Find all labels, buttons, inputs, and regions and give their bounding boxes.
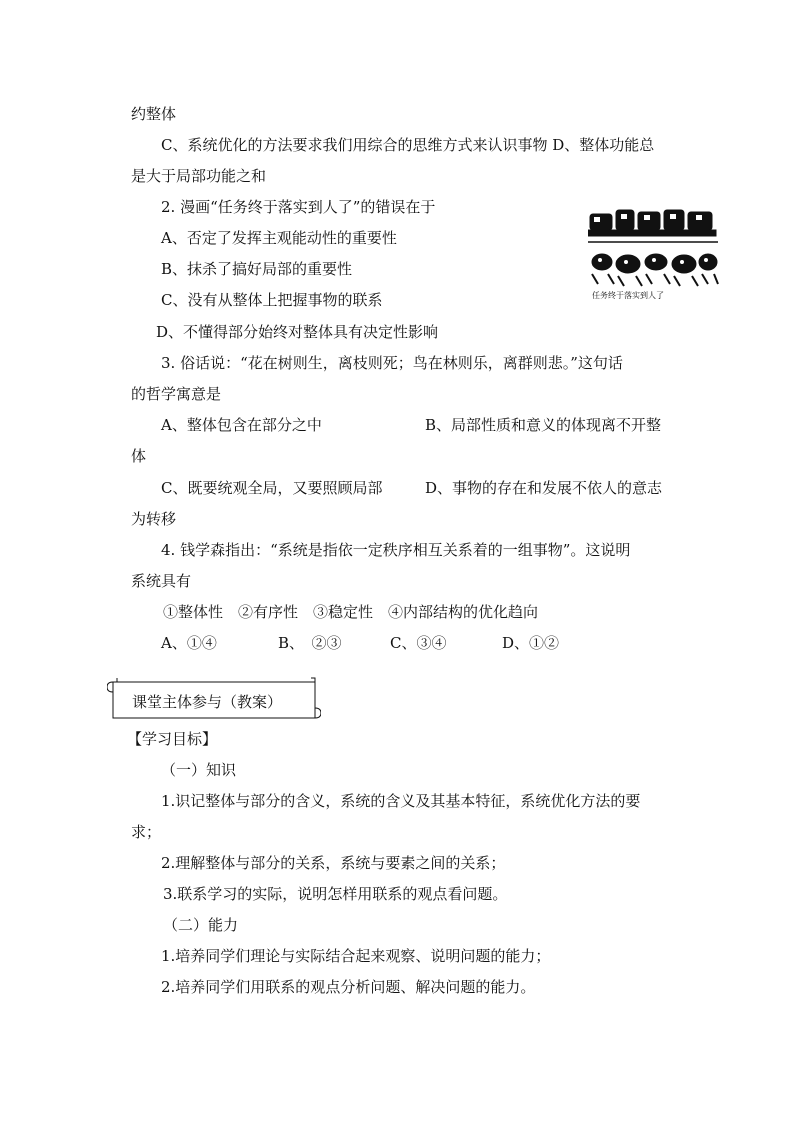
text-line: 1.识记整体与部分的含义，系统的含义及其基本特征，系统优化方法的要 (161, 792, 641, 810)
text-line: 系统具有 (131, 572, 192, 590)
text-line: 求； (131, 823, 162, 841)
section-banner-title: 课堂主体参与（教案） (132, 693, 283, 711)
text-line: C、系统优化的方法要求我们用综合的思维方式来认识事物 D、整体功能总 (161, 136, 655, 154)
q4-option-d: D、①② (502, 634, 560, 652)
section-heading: 【学习目标】 (127, 730, 218, 748)
text-line: 为转移 (131, 510, 177, 528)
q3-option-c: C、既要统观全局，又要照顾局部 (161, 479, 383, 497)
subsection-title: （二）能力 (163, 916, 239, 934)
cartoon-illustration (588, 204, 722, 302)
q2-option-b: B、抹杀了搞好局部的重要性 (161, 260, 353, 278)
text-line: 的哲学寓意是 (131, 385, 222, 403)
q3-option-b: B、局部性质和意义的体现离不开整 (425, 416, 662, 434)
svg-text:任务终于落实到人了: 任务终于落实到人了 (592, 291, 664, 300)
subsection-title: （一）知识 (161, 761, 237, 779)
text-line: 3.联系学习的实际，说明怎样用联系的观点看问题。 (163, 885, 508, 903)
q4-option-a: A、①④ (161, 634, 217, 652)
text-line: 2.培养同学们用联系的观点分析问题、解决问题的能力。 (161, 978, 536, 996)
text-line: 约整体 (131, 105, 177, 123)
q2-option-c: C、没有从整体上把握事物的联系 (161, 291, 383, 309)
q4-option-b: B、 ②③ (278, 634, 342, 652)
q4-items: ①整体性 ②有序性 ③稳定性 ④内部结构的优化趋向 (163, 603, 539, 621)
q4-option-c: C、③④ (390, 634, 447, 652)
text-line: 2.理解整体与部分的关系，系统与要素之间的关系； (161, 854, 506, 872)
text-line: 是大于局部功能之和 (131, 167, 267, 185)
q2-option-d: D、不懂得部分始终对整体具有决定性影响 (156, 323, 439, 341)
q3-option-a: A、整体包含在部分之中 (161, 416, 322, 434)
text-line: 1.培养同学们理论与实际结合起来观察、说明问题的能力； (161, 947, 551, 965)
question-3-stem: 3. 俗话说：“花在树则生，离枝则死；鸟在林则乐，离群则悲。”这句话 (161, 354, 623, 372)
question-2-stem: 2. 漫画“任务终于落实到人了”的错误在于 (161, 198, 436, 216)
text-line: 体 (131, 447, 147, 465)
q3-option-d: D、事物的存在和发展不依人的意志 (425, 479, 663, 497)
q2-option-a: A、否定了发挥主观能动性的重要性 (161, 229, 397, 247)
question-4-stem: 4. 钱学森指出：“系统是指依一定秩序相互关系着的一组事物”。这说明 (161, 541, 631, 559)
